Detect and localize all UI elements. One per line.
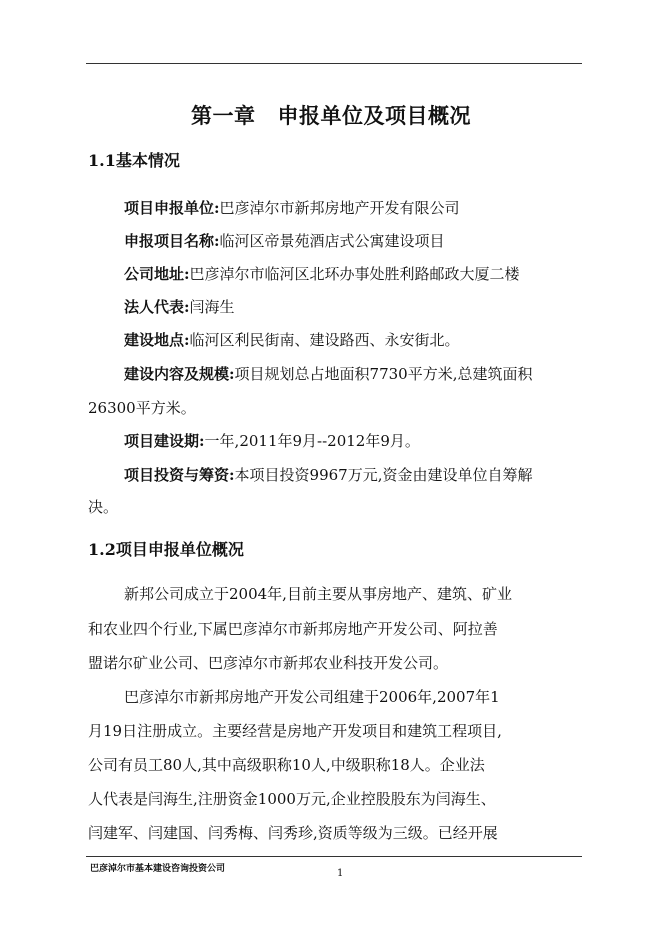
field-address: 公司地址:巴彦淖尔市临河区北环办事处胜利路邮政大厦二楼 bbox=[124, 265, 520, 283]
field-investment: 项目投资与筹资:本项目投资9967万元,资金由建设单位自筹解 bbox=[124, 466, 533, 484]
field-project-name: 申报项目名称:临河区帝景苑酒店式公寓建设项目 bbox=[124, 232, 445, 250]
chapter-title bbox=[0, 100, 662, 130]
para2-line: 公司有员工80人,其中高级职称10人,中级职称18人。企业法 bbox=[88, 756, 485, 774]
field-applicant: 项目申报单位:巴彦淖尔市新邦房地产开发有限公司 bbox=[124, 199, 460, 217]
field-period: 项目建设期:一年,2011年9月--2012年9月。 bbox=[124, 432, 420, 450]
chapter-number: 第一章 bbox=[191, 103, 256, 128]
footer-rule bbox=[86, 856, 582, 857]
footer-organization: 巴彦淖尔市基本建设咨询投资公司 bbox=[90, 864, 226, 874]
section-heading-1-1: 1.1基本情况 bbox=[88, 151, 180, 170]
para1-line: 新邦公司成立于2004年,目前主要从事房地产、建筑、矿业 bbox=[124, 585, 512, 603]
field-legal-rep: 法人代表:闫海生 bbox=[124, 298, 235, 316]
field-scope: 建设内容及规模:项目规划总占地面积7730平方米,总建筑面积 bbox=[124, 365, 533, 383]
para1-line: 和农业四个行业,下属巴彦淖尔市新邦房地产开发公司、阿拉善 bbox=[88, 620, 498, 638]
para1-line: 盟诺尔矿业公司、巴彦淖尔市新邦农业科技开发公司。 bbox=[88, 654, 449, 672]
header-rule bbox=[86, 63, 582, 64]
field-investment-cont: 决。 bbox=[88, 498, 119, 516]
field-scope-cont: 26300平方米。 bbox=[88, 399, 196, 417]
para2-line: 月19日注册成立。主要经营是房地产开发项目和建筑工程项目, bbox=[88, 722, 502, 740]
section-heading-1-2: 1.2项目申报单位概况 bbox=[88, 540, 244, 559]
para2-line: 闫建军、闫建国、闫秀梅、闫秀珍,资质等级为三级。已经开展 bbox=[88, 824, 498, 842]
para2-line: 人代表是闫海生,注册资金1000万元,企业控股股东为闫海生、 bbox=[88, 790, 496, 808]
para2-line: 巴彦淖尔市新邦房地产开发公司组建于2006年,2007年1 bbox=[124, 688, 500, 706]
field-location: 建设地点:临河区利民街南、建设路西、永安街北。 bbox=[124, 331, 460, 349]
chapter-name: 申报单位及项目概况 bbox=[277, 103, 471, 128]
page-number: 1 bbox=[337, 868, 344, 879]
